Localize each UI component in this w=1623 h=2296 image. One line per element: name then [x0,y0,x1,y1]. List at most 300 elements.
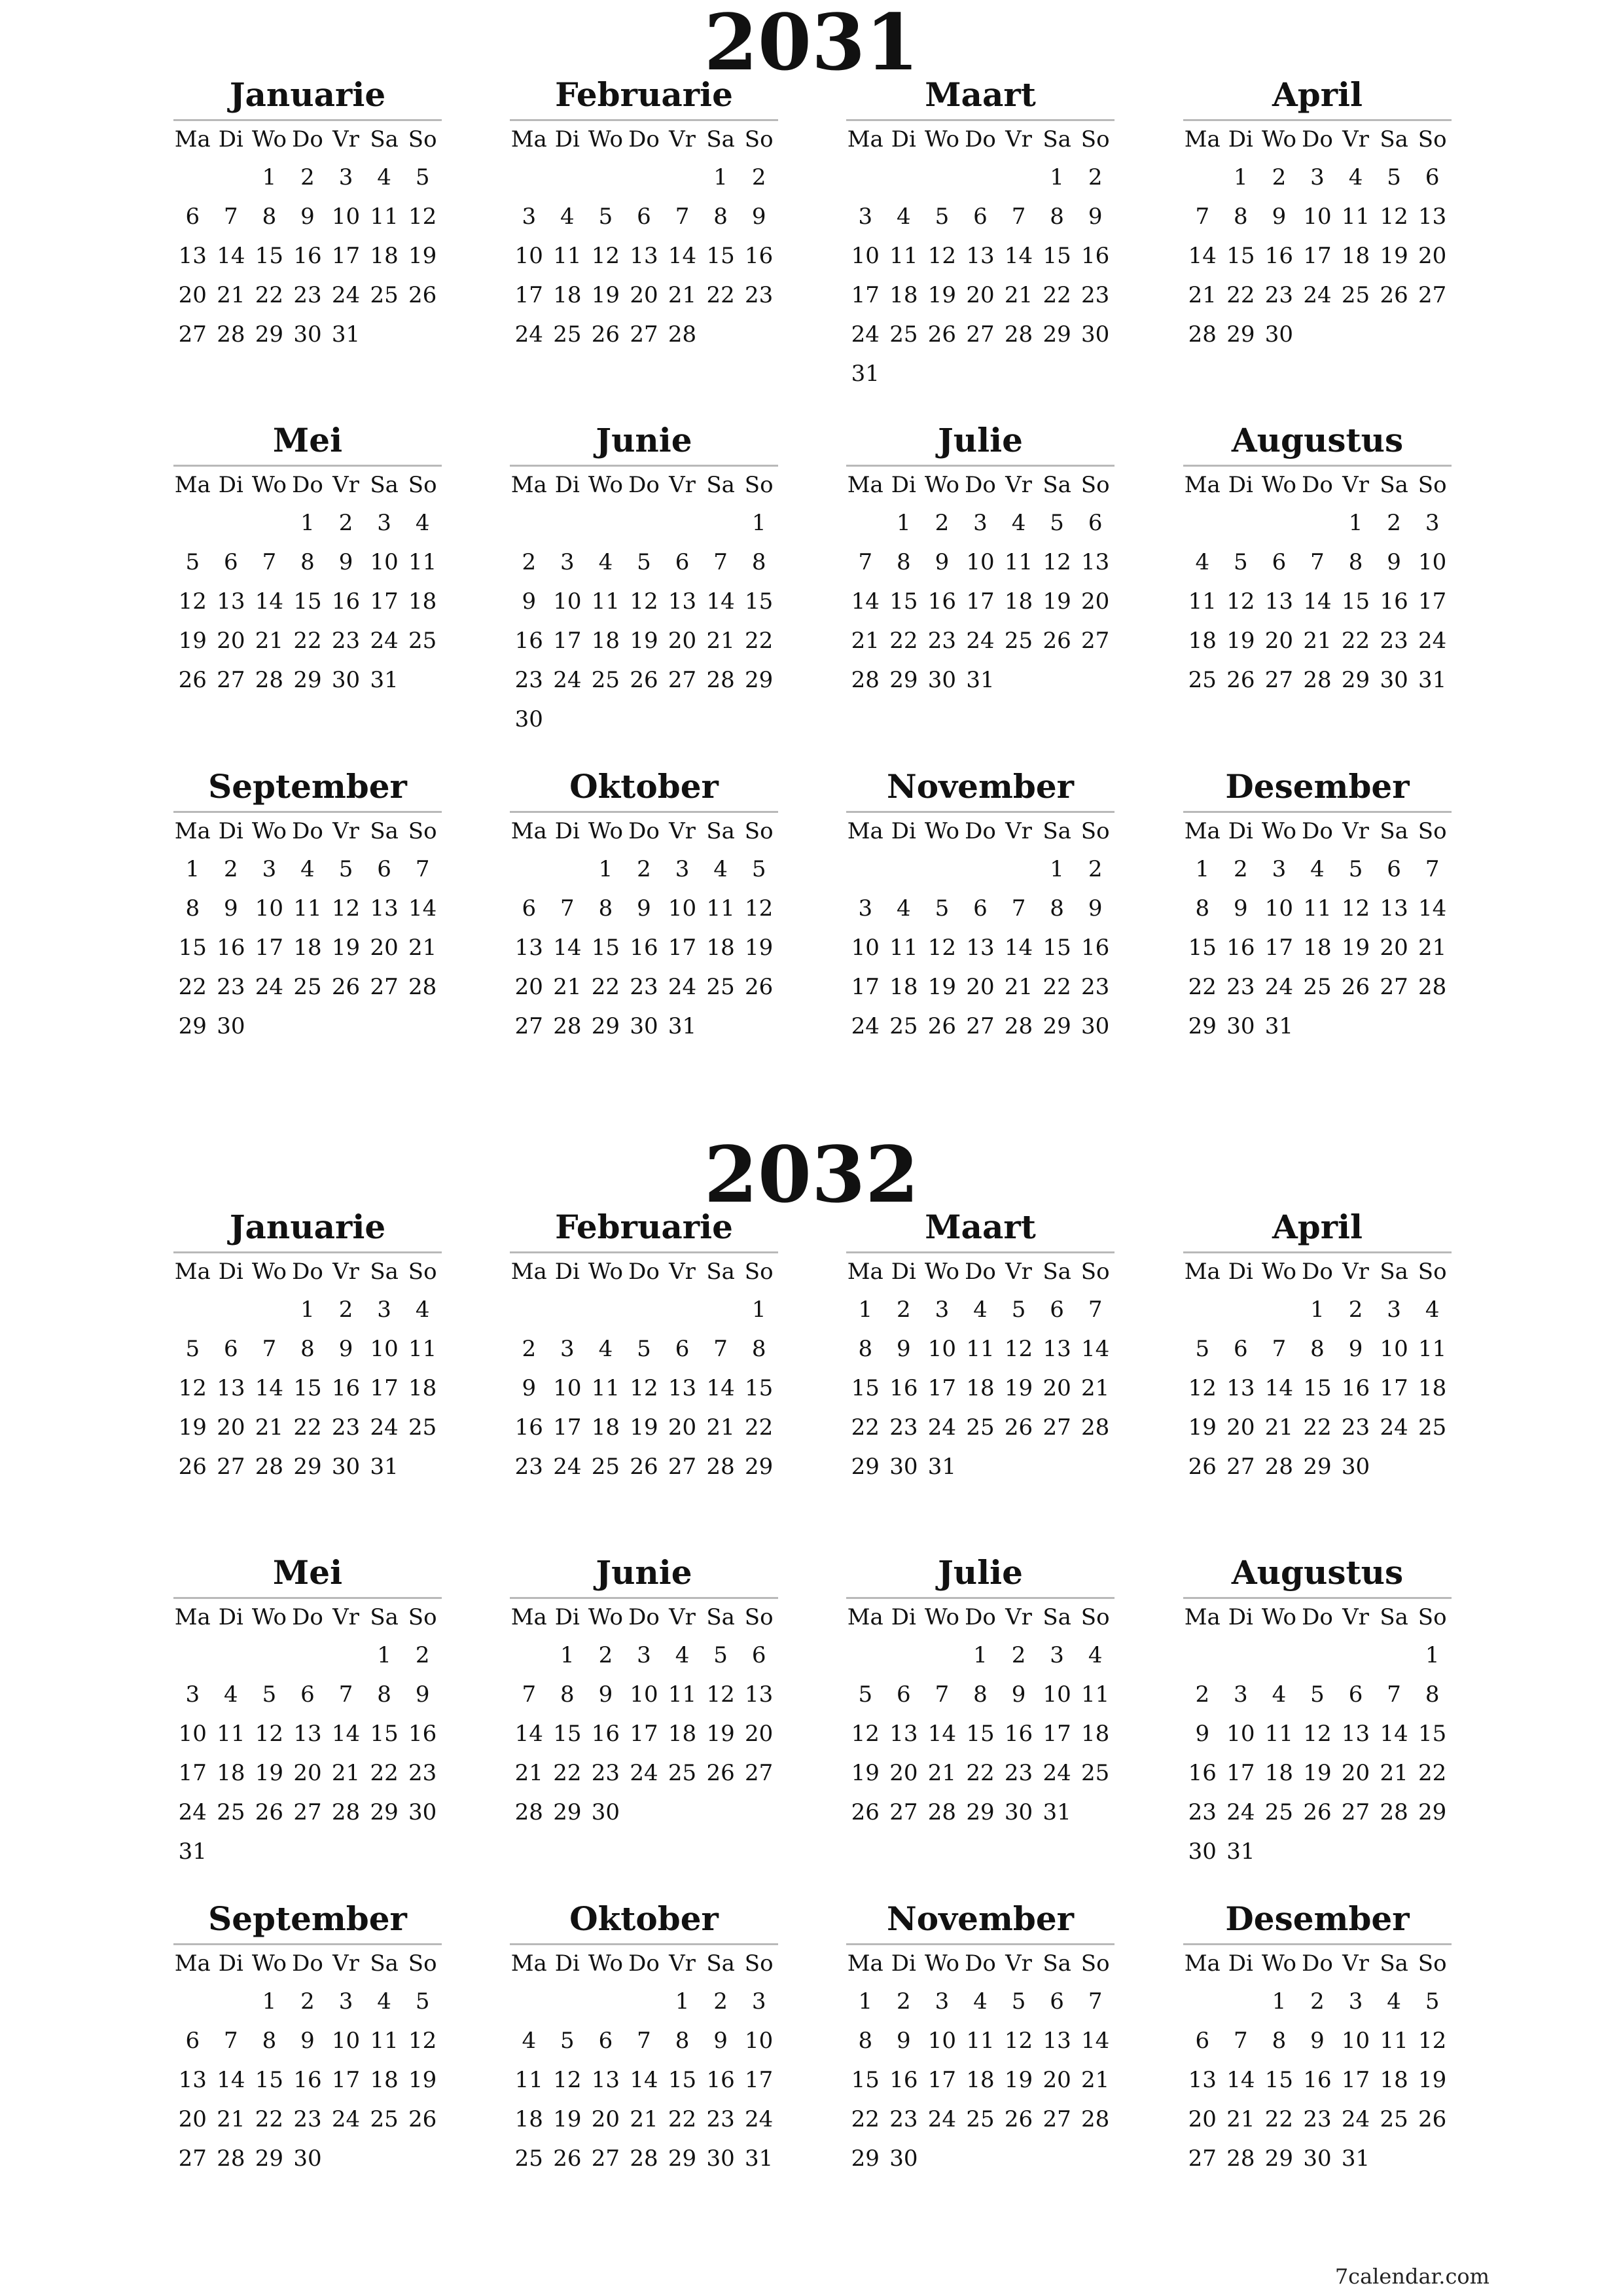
day-cell: 8 [858,1336,873,1362]
weekday-label: Di [218,1950,243,1977]
weekday-header-row [1183,1945,1452,1982]
day-cell: 19 [591,282,620,308]
week-row [846,1007,1115,1046]
week-row [1183,1982,1452,2021]
day-cell: 21 [1004,282,1033,308]
empty-day-cell [173,158,212,197]
day-cell: 6 [377,856,391,882]
day-cell: 17 [331,2067,361,2093]
weekday-label: Ma [510,818,547,844]
day-cell: 7 [522,1681,537,1708]
empty-day-cell [365,1007,404,1046]
month-block [846,1204,1115,1486]
day-cell: 30 [331,1454,361,1480]
day-cell: 15 [1303,1375,1332,1401]
month-name: Junie [596,1553,692,1592]
day-cell: 2 [522,549,537,575]
day-cell: 1 [262,164,277,190]
month-name: Augustus [1231,1553,1404,1592]
day-cell: 11 [1188,588,1217,615]
weekday-label: Di [1228,1604,1253,1630]
day-cell: 18 [1380,2067,1408,2093]
day-cell: 13 [1081,549,1110,575]
day-cell: 12 [1418,2028,1447,2054]
weekday-label: Do [292,126,323,152]
day-cell: 20 [745,1721,774,1747]
empty-day-cell [999,660,1038,700]
day-cell: 11 [408,1336,437,1362]
day-cell: 31 [370,667,399,693]
empty-day-cell [961,354,1000,393]
day-cell: 30 [217,1013,245,1039]
day-cell: 3 [973,510,988,536]
day-cell: 20 [1264,628,1294,654]
day-cell: 6 [1050,1297,1064,1323]
day-cell: 27 [889,1799,918,1825]
weekday-label: Ma [174,1259,211,1285]
weekday-header-row [1183,812,1452,850]
day-cell: 9 [1310,2028,1325,2054]
day-cell: 16 [745,243,774,269]
day-cell: 31 [745,2145,774,2172]
day-cell: 24 [331,282,361,308]
day-cell: 23 [1303,2106,1332,2132]
month-grid [510,1251,778,1486]
day-cell: 5 [1348,856,1363,882]
day-cell: 29 [1226,321,1255,348]
weekday-header-row [846,466,1115,504]
day-cell: 22 [1043,974,1071,1000]
weekday-label: Ma [1184,1950,1221,1977]
day-cell: 1 [560,1642,575,1668]
day-cell: 5 [415,1988,430,2015]
weekday-label: Di [1228,126,1253,152]
day-cell: 26 [1004,2106,1033,2132]
empty-day-cell [510,158,548,197]
day-cell: 28 [1303,667,1332,693]
weekday-label: Ma [847,818,883,844]
day-cell: 28 [1004,321,1033,348]
week-row [173,315,442,354]
empty-day-cell [510,503,548,543]
day-cell: 22 [1264,2106,1294,2132]
empty-day-cell [365,315,404,354]
day-cell: 21 [217,2106,245,2132]
day-cell: 22 [851,2106,880,2132]
day-cell: 17 [255,935,284,961]
day-cell: 14 [331,1721,361,1747]
day-cell: 21 [1081,2067,1110,2093]
empty-day-cell [663,700,702,739]
day-cell: 17 [966,588,995,615]
day-cell: 20 [966,282,995,308]
empty-day-cell [663,1290,702,1329]
day-cell: 15 [1264,2067,1294,2093]
day-cell: 15 [745,1375,774,1401]
day-cell: 18 [966,2067,995,2093]
weekday-label: Vr [1342,818,1369,844]
day-cell: 21 [408,935,437,961]
day-cell: 8 [560,1681,575,1708]
day-cell: 2 [1387,510,1401,536]
day-cell: 25 [1418,1414,1447,1441]
day-cell: 5 [751,856,766,882]
weekday-label: So [744,818,774,844]
day-cell: 12 [553,2067,582,2093]
weekday-label: Wo [924,1259,959,1285]
day-cell: 13 [178,243,207,269]
day-cell: 28 [1226,2145,1255,2172]
weekday-header-row [173,1945,442,1982]
day-cell: 4 [1310,856,1325,882]
day-cell: 20 [630,282,658,308]
day-cell: 1 [300,1297,315,1323]
day-cell: 4 [415,510,430,536]
month-block [846,1896,1115,2178]
day-cell: 24 [745,2106,774,2132]
weekday-label: Do [1302,472,1333,498]
month-name: Mei [272,421,343,459]
weekday-label: Do [628,1259,660,1285]
day-cell: 15 [255,243,284,269]
day-cell: 18 [966,1375,995,1401]
day-cell: 18 [706,935,735,961]
empty-day-cell [1336,315,1375,354]
day-cell: 13 [668,588,697,615]
day-cell: 11 [668,1681,697,1708]
day-cell: 8 [713,204,728,230]
day-cell: 27 [1081,628,1110,654]
day-cell: 19 [1043,588,1071,615]
weekday-label: Sa [706,1604,735,1630]
weekday-label: Di [554,472,580,498]
day-cell: 14 [255,588,284,615]
day-cell: 28 [1418,974,1447,1000]
day-cell: 7 [935,1681,950,1708]
month-grid [173,811,442,1046]
day-cell: 10 [927,2028,957,2054]
day-cell: 19 [553,2106,582,2132]
day-cell: 23 [408,1760,437,1786]
day-cell: 8 [300,1336,315,1362]
day-cell: 4 [1195,549,1210,575]
weekday-label: Vr [1005,818,1032,844]
day-cell: 24 [370,628,399,654]
day-cell: 14 [1380,1721,1408,1747]
day-cell: 11 [370,2028,399,2054]
weekday-label: Di [891,472,916,498]
empty-day-cell [1038,660,1077,700]
week-row [510,1408,778,1447]
day-cell: 13 [178,2067,207,2093]
weekday-label: Vr [1342,472,1369,498]
day-cell: 15 [851,2067,880,2093]
weekday-label: Wo [924,818,959,844]
weekday-label: Wo [1261,1259,1296,1285]
weekday-label: Sa [1380,1259,1408,1285]
day-cell: 21 [1380,1760,1408,1786]
day-cell: 2 [935,510,950,536]
day-cell: 8 [262,204,277,230]
weekday-label: Vr [332,1259,359,1285]
empty-day-cell [403,660,442,700]
weekday-label: Vr [332,126,359,152]
day-cell: 9 [598,1681,613,1708]
empty-day-cell [510,1636,548,1675]
weekday-label: Ma [174,126,211,152]
weekday-label: So [1080,1604,1110,1630]
day-cell: 30 [1341,1454,1370,1480]
day-cell: 15 [1043,243,1071,269]
day-cell: 1 [1234,164,1248,190]
day-cell: 13 [370,895,399,922]
day-cell: 8 [973,1681,988,1708]
week-row [510,1290,778,1329]
day-cell: 7 [1425,856,1440,882]
week-row [846,1636,1115,1675]
empty-day-cell [846,503,885,543]
weekday-label: Sa [1043,1604,1071,1630]
weekday-label: Ma [1184,472,1221,498]
weekday-label: Vr [669,472,696,498]
weekday-label: Ma [510,126,547,152]
footer-site-label[interactable]: 7calendar.com [1334,2264,1489,2289]
empty-day-cell [702,1290,740,1329]
weekday-label: So [744,472,774,498]
weekday-label: So [744,1950,774,1977]
day-cell: 12 [745,895,774,922]
day-cell: 4 [1088,1642,1103,1668]
day-cell: 9 [1088,895,1103,922]
day-cell: 10 [331,204,361,230]
day-cell: 30 [1380,667,1408,693]
month-name: Oktober [569,1899,719,1938]
empty-day-cell [1076,2139,1115,2178]
month-name: Junie [596,421,692,459]
day-cell: 5 [338,856,353,882]
empty-day-cell [586,503,625,543]
week-row [510,700,778,739]
day-cell: 23 [1264,282,1294,308]
weekday-label: Do [1302,1259,1333,1285]
day-cell: 16 [630,935,658,961]
day-cell: 22 [1303,1414,1332,1441]
day-cell: 28 [1081,2106,1110,2132]
day-cell: 10 [331,2028,361,2054]
empty-day-cell [1298,503,1337,543]
empty-day-cell [327,1636,365,1675]
weekday-label: So [408,1259,437,1285]
day-cell: 2 [598,1642,613,1668]
day-cell: 31 [1341,2145,1370,2172]
month-block [173,72,442,354]
day-cell: 28 [255,667,284,693]
month-name: Desember [1225,767,1410,806]
day-cell: 4 [1348,164,1363,190]
day-cell: 29 [255,2145,284,2172]
day-cell: 26 [408,2106,437,2132]
day-cell: 7 [224,204,238,230]
empty-day-cell [365,2139,404,2178]
day-cell: 19 [408,243,437,269]
weekday-label: Ma [1184,126,1221,152]
day-cell: 23 [293,282,322,308]
day-cell: 13 [630,243,658,269]
weekday-header-row [846,1945,1115,1982]
weekday-label: Sa [1043,1259,1071,1285]
weekday-label: So [408,126,437,152]
weekday-header-row [846,1598,1115,1636]
day-cell: 27 [1043,2106,1071,2132]
day-cell: 24 [514,321,543,348]
day-cell: 3 [1425,510,1440,536]
day-cell: 16 [293,243,322,269]
day-cell: 23 [1188,1799,1217,1825]
month-grid [510,119,778,354]
day-cell: 9 [338,549,353,575]
day-cell: 25 [408,628,437,654]
day-cell: 27 [370,974,399,1000]
weekday-label: So [1080,1950,1110,1977]
day-cell: 31 [927,1454,957,1480]
empty-day-cell [1076,354,1115,393]
day-cell: 26 [927,1013,957,1039]
day-cell: 28 [514,1799,543,1825]
month-grid [510,1597,778,1832]
week-row [846,2139,1115,2178]
week-row [1183,1447,1452,1486]
day-cell: 6 [637,204,651,230]
day-cell: 1 [1050,164,1064,190]
day-cell: 2 [300,164,315,190]
day-cell: 8 [598,895,613,922]
empty-day-cell [885,158,923,197]
weekday-label: Sa [706,1950,735,1977]
day-cell: 8 [858,2028,873,2054]
empty-day-cell [548,1290,587,1329]
week-row [173,928,442,967]
weekday-label: Wo [588,1259,623,1285]
day-cell: 21 [1004,974,1033,1000]
weekday-label: Vr [669,126,696,152]
weekday-header-row [1183,466,1452,504]
day-cell: 9 [1387,549,1401,575]
week-row [1183,2021,1452,2060]
week-row [173,1753,442,1793]
empty-day-cell [961,1447,1000,1486]
day-cell: 12 [408,204,437,230]
empty-day-cell [1298,1832,1337,1871]
week-row [173,1369,442,1408]
day-cell: 31 [851,361,880,387]
week-row [846,1982,1115,2021]
week-row [1183,276,1452,315]
weekday-label: Ma [174,1950,211,1977]
day-cell: 8 [1234,204,1248,230]
day-cell: 2 [1088,856,1103,882]
day-cell: 12 [851,1721,880,1747]
day-cell: 2 [338,1297,353,1323]
day-cell: 18 [370,2067,399,2093]
weekday-label: Do [628,818,660,844]
day-cell: 12 [408,2028,437,2054]
empty-day-cell [212,503,251,543]
day-cell: 23 [1226,974,1255,1000]
day-cell: 6 [1272,549,1287,575]
day-cell: 5 [560,2028,575,2054]
day-cell: 12 [630,1375,658,1401]
day-cell: 26 [408,282,437,308]
day-cell: 21 [255,628,284,654]
day-cell: 19 [1380,243,1408,269]
empty-day-cell [212,1982,251,2021]
week-row [173,276,442,315]
day-cell: 25 [1341,282,1370,308]
day-cell: 31 [1264,1013,1294,1039]
day-cell: 14 [1081,2028,1110,2054]
month-block [510,72,778,354]
month-grid [846,1943,1115,2178]
day-cell: 4 [1387,1988,1401,2015]
empty-day-cell [999,850,1038,889]
weekday-label: Sa [1380,126,1408,152]
weekday-label: Do [965,1259,996,1285]
day-cell: 14 [1004,243,1033,269]
empty-day-cell [250,503,289,543]
day-cell: 5 [637,549,651,575]
day-cell: 25 [514,2145,543,2172]
day-cell: 29 [745,667,774,693]
day-cell: 30 [331,667,361,693]
day-cell: 11 [591,1375,620,1401]
empty-day-cell [1336,1007,1375,1046]
day-cell: 10 [255,895,284,922]
empty-day-cell [999,354,1038,393]
day-cell: 29 [178,1013,207,1039]
day-cell: 18 [408,1375,437,1401]
day-cell: 8 [1348,549,1363,575]
day-cell: 20 [217,628,245,654]
day-cell: 20 [1380,935,1408,961]
day-cell: 12 [1004,2028,1033,2054]
weekday-label: Vr [1342,1950,1369,1977]
day-cell: 8 [262,2028,277,2054]
empty-day-cell [625,1982,664,2021]
weekday-label: Ma [174,818,211,844]
day-cell: 7 [224,2028,238,2054]
day-cell: 13 [1188,2067,1217,2093]
day-cell: 6 [185,204,200,230]
day-cell: 1 [751,1297,766,1323]
weekday-label: Di [554,1604,580,1630]
day-cell: 27 [1380,974,1408,1000]
month-name: Januarie [229,1208,386,1246]
month-block [1183,1550,1452,1871]
day-cell: 14 [1081,1336,1110,1362]
weekday-label: Ma [847,1950,883,1977]
month-grid [1183,1597,1452,1871]
day-cell: 4 [1425,1297,1440,1323]
day-cell: 26 [1188,1454,1217,1480]
month-grid [173,1597,442,1871]
empty-day-cell [365,1832,404,1871]
day-cell: 30 [514,706,543,732]
day-cell: 30 [1188,1839,1217,1865]
weekday-label: Di [554,126,580,152]
day-cell: 16 [1188,1760,1217,1786]
day-cell: 9 [1088,204,1103,230]
day-cell: 3 [522,204,537,230]
